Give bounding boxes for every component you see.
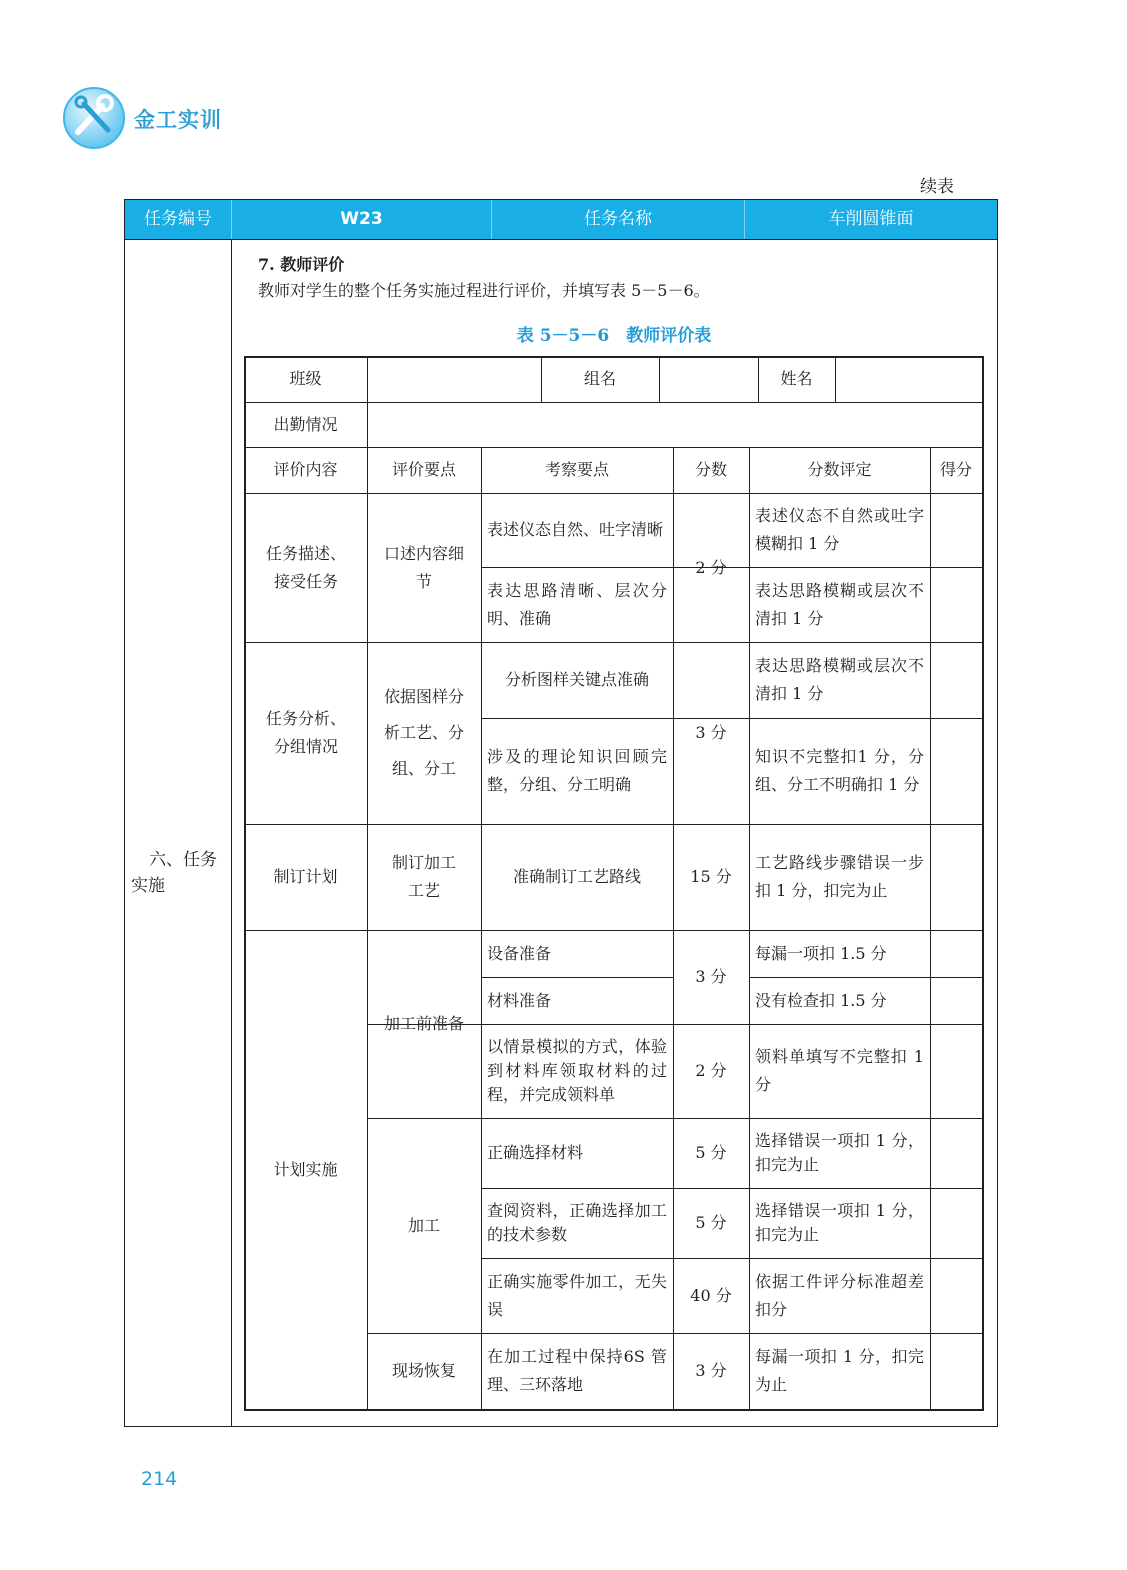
check-point: 查阅资料，正确选择加工的技术参数 xyxy=(487,1201,667,1244)
task-code-label: 任务编号 xyxy=(125,200,232,239)
score-rule: 领料单填写不完整扣 1 分 xyxy=(755,1047,924,1094)
score-rule: 表述仪态不自然或吐字模糊扣 1 分 xyxy=(755,506,924,553)
name-input[interactable] xyxy=(836,356,982,402)
continuation-label: 续表 xyxy=(920,177,954,197)
group-input[interactable] xyxy=(660,356,758,402)
eval-point: 口述内容细节 xyxy=(383,543,464,591)
column-header: 分数 xyxy=(694,460,727,479)
score-rule: 知识不完整扣1 分，分组、分工不明确扣 1 分 xyxy=(755,747,924,794)
score-rule: 选择错误一项扣 1 分，扣完为止 xyxy=(755,1201,924,1244)
name-label: 姓名 xyxy=(780,369,813,388)
score-input[interactable] xyxy=(931,825,982,930)
check-point: 设备准备 xyxy=(487,943,552,963)
wrench-logo-icon xyxy=(62,86,126,150)
score: 15 分 xyxy=(690,867,732,886)
class-input[interactable] xyxy=(368,356,541,402)
check-point: 正确实施零件加工，无失误 xyxy=(487,1271,667,1319)
score-rule: 表达思路模糊或层次不清扣 1 分 xyxy=(755,656,924,703)
eval-point: 加工 xyxy=(407,1215,440,1235)
score-rule: 没有检查扣 1.5 分 xyxy=(755,990,887,1010)
item-title: 7. 教师评价 xyxy=(258,255,345,274)
score: 5 分 xyxy=(695,1213,727,1232)
score: 40 分 xyxy=(690,1285,732,1305)
class-label: 班级 xyxy=(289,369,322,388)
eval-content: 任务描述、接受任务 xyxy=(265,543,346,591)
score-input[interactable] xyxy=(931,931,982,977)
eval-content: 制订计划 xyxy=(273,867,338,886)
score-rule: 依据工件评分标准超差扣分 xyxy=(755,1271,924,1319)
group-label: 组名 xyxy=(583,369,616,388)
score-rule: 每漏一项扣 1 分，扣完为止 xyxy=(755,1347,924,1394)
check-point: 涉及的理论知识回顾完整，分组、分工明确 xyxy=(487,747,667,794)
task-code-value: W23 xyxy=(232,200,492,239)
score: 3 分 xyxy=(695,967,727,986)
eval-content: 任务分析、分组情况 xyxy=(265,709,346,756)
eval-point: 依据图样分析工艺、分组、分工 xyxy=(383,687,464,778)
eval-point: 现场恢复 xyxy=(391,1361,456,1380)
teacher-evaluation-table xyxy=(244,356,984,1411)
score-input[interactable] xyxy=(931,1259,982,1333)
item-description: 教师对学生的整个任务实施过程进行评价，并填写表 5－5－6。 xyxy=(258,281,710,300)
task-header-row xyxy=(125,200,997,240)
column-header: 评价内容 xyxy=(273,460,338,479)
check-point: 材料准备 xyxy=(487,990,552,1010)
score-input[interactable] xyxy=(931,1025,982,1118)
section-column xyxy=(125,240,232,1426)
column-header: 分数评定 xyxy=(807,460,872,479)
score-input[interactable] xyxy=(931,1334,982,1409)
eval-point: 制订加工工艺 xyxy=(391,853,456,900)
score-rule: 表达思路模糊或层次不清扣 1 分 xyxy=(755,580,924,628)
score: 2 分 xyxy=(695,557,727,577)
task-name-label: 任务名称 xyxy=(492,200,745,239)
eval-content: 计划实施 xyxy=(273,1159,338,1179)
check-point: 分析图样关键点准确 xyxy=(504,670,649,689)
score-rule: 工艺路线步骤错误一步扣 1 分，扣完为止 xyxy=(755,853,924,900)
score: 3 分 xyxy=(695,1361,727,1380)
book-title: 金工实训 xyxy=(134,108,222,132)
section-label: 六、任务实施 xyxy=(131,850,217,896)
score-input[interactable] xyxy=(931,1189,982,1258)
score-input[interactable] xyxy=(931,568,982,642)
check-point: 正确选择材料 xyxy=(487,1143,584,1162)
check-point: 在加工过程中保持6S 管理、三环落地 xyxy=(487,1347,667,1394)
check-point: 准确制订工艺路线 xyxy=(512,867,641,886)
column-header: 得分 xyxy=(939,460,972,479)
score-rule: 每漏一项扣 1.5 分 xyxy=(755,943,887,963)
column-header: 考察要点 xyxy=(544,460,609,479)
score-input[interactable] xyxy=(931,494,982,567)
check-point: 表述仪态自然、吐字清晰 xyxy=(487,520,664,539)
score-input[interactable] xyxy=(931,643,982,718)
column-header: 评价要点 xyxy=(391,460,456,479)
score: 5 分 xyxy=(695,1143,727,1162)
check-point: 表达思路清晰、层次分明、准确 xyxy=(487,580,667,628)
attendance-label: 出勤情况 xyxy=(273,414,338,434)
check-point: 以情景模拟的方式，体验到材料库领取材料的过程，并完成领料单 xyxy=(487,1037,667,1104)
score-rule: 选择错误一项扣 1 分，扣完为止 xyxy=(755,1131,924,1174)
task-name-value: 车削圆锥面 xyxy=(828,209,914,229)
score-input[interactable] xyxy=(931,978,982,1024)
table-caption: 表 5－5－6 教师评价表 xyxy=(516,326,712,346)
score-input[interactable] xyxy=(931,719,982,824)
eval-point: 加工前准备 xyxy=(383,1014,464,1033)
score: 3 分 xyxy=(695,723,727,742)
score: 2 分 xyxy=(695,1061,727,1080)
score-input[interactable] xyxy=(931,1119,982,1188)
page-number: 214 xyxy=(141,1468,178,1490)
attendance-input[interactable] xyxy=(368,402,982,447)
